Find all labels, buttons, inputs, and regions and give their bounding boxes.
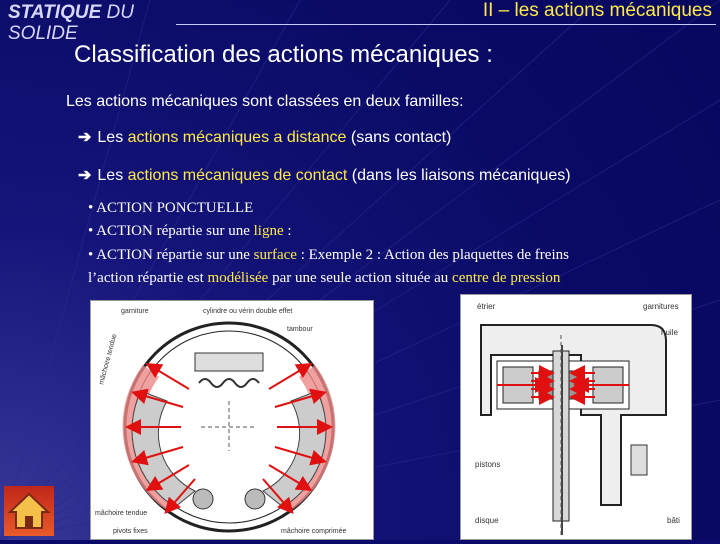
drum-brake-figure [90, 300, 374, 540]
label-machoire-tendue-bottom: mâchoire tendue [95, 510, 148, 517]
family-distance [78, 128, 451, 148]
intro-text: Les actions mécaniques sont classées en deux familles: [66, 93, 464, 110]
sub3-prefix: • ACTION répartie sur une [88, 247, 254, 263]
family2-suffix: (dans les liaisons mécaniques) [347, 167, 571, 184]
label-machoire-comprimee: mâchoire comprimée [281, 528, 347, 535]
family-contact [78, 166, 571, 186]
label-tambour: tambour [287, 326, 313, 333]
arrow-right-icon: ➔ [78, 129, 92, 146]
disc-brake-drawing [461, 295, 691, 539]
arrow-right-icon: ➔ [78, 167, 92, 184]
course-label-rest: DU [101, 2, 134, 23]
sub-item-ponctuelle: • ACTION PONCTUELLE [88, 200, 254, 216]
label-disque: disque [475, 516, 499, 525]
label-garnitures: garnitures [643, 302, 679, 311]
sub4-middle: par une seule action située au [268, 270, 453, 286]
sub-item-ligne [88, 222, 292, 240]
sub2-highlight: ligne [253, 223, 284, 239]
sub-item-modelisation [88, 269, 560, 287]
header-divider [176, 24, 716, 25]
course-label-main: STATIQUE [8, 2, 102, 23]
sub3-suffix: : Exemple 2 : Action des plaquettes de freins [296, 247, 569, 263]
drum-brake-drawing [91, 301, 373, 539]
label-bati: bâti [667, 516, 680, 525]
sub2-prefix: • ACTION répartie sur une [88, 223, 254, 239]
label-garniture: garniture [121, 308, 149, 315]
sub4-prefix: l’action répartie est [88, 270, 208, 286]
sub3-highlight: surface [253, 247, 297, 263]
label-machoire-tendue-left: mâchoire tendue [98, 333, 119, 386]
family1-suffix: (sans contact) [346, 129, 452, 146]
label-etrier: étrier [477, 302, 496, 311]
family2-prefix: Les [97, 167, 128, 184]
slide-title: Classification des actions mécaniques : [74, 41, 493, 68]
family1-prefix: Les [97, 129, 128, 146]
label-pivots-fixes: pivots fixes [113, 528, 148, 535]
sub-item-surface [88, 246, 569, 264]
label-pistons: pistons [475, 460, 501, 469]
family2-highlight: actions mécaniques de contact [127, 167, 348, 184]
family1-highlight: actions mécaniques a distance [127, 129, 347, 146]
section-title: II – les actions mécaniques [482, 0, 712, 21]
disc-brake-figure [460, 294, 692, 540]
home-logo-icon[interactable] [4, 486, 54, 536]
label-huile: huile [661, 328, 678, 337]
course-label-line2: SOLIDE [8, 23, 78, 44]
label-cylindre: cylindre ou vérin double effet [203, 308, 293, 315]
sub2-suffix: : [283, 223, 292, 239]
course-label [8, 2, 134, 44]
sub4-highlight2: centre de pression [452, 270, 561, 286]
sub4-highlight1: modélisée [207, 270, 269, 286]
